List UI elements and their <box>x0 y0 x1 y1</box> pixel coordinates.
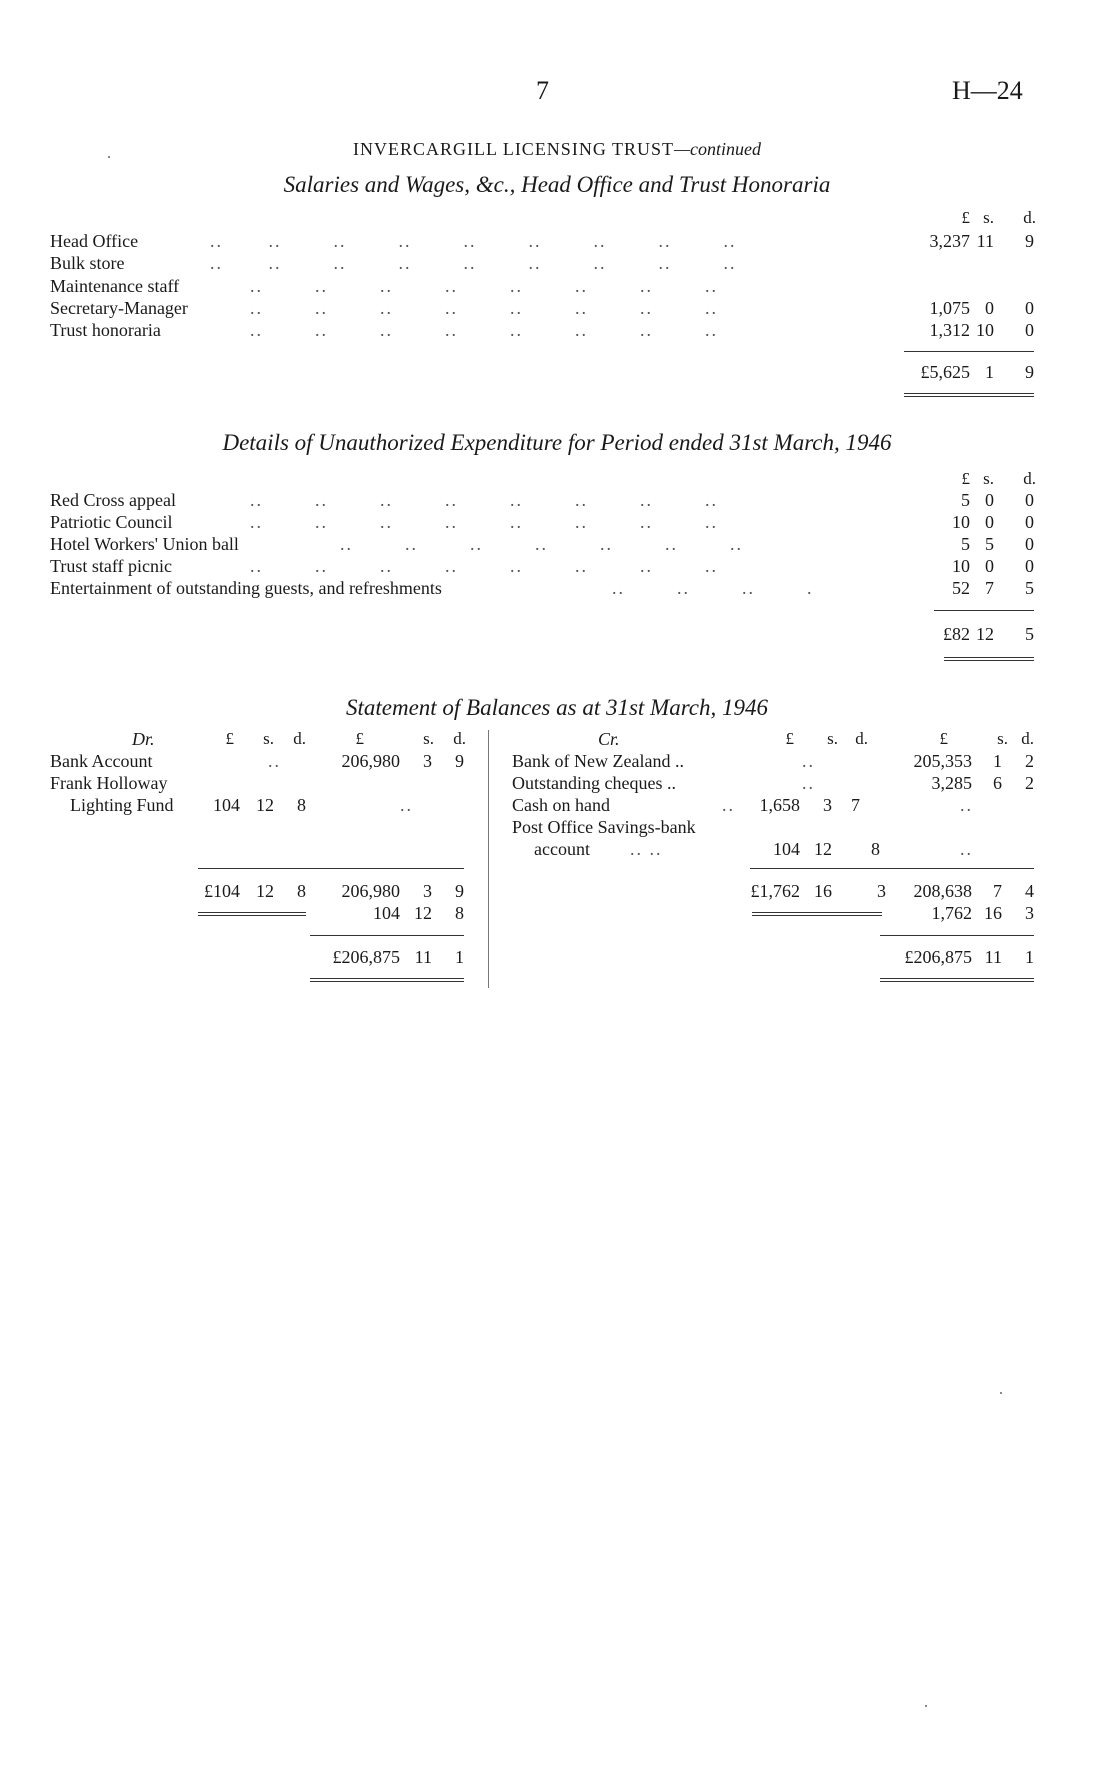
bank-account-pence: 9 <box>455 751 464 771</box>
expense-row-label: Red Cross appeal <box>50 490 176 510</box>
salary-row-label: Bulk store <box>50 253 125 273</box>
header-shillings: s. <box>983 208 994 227</box>
dr-total-shillings: 11 <box>414 947 432 967</box>
page-number: 7 <box>536 76 549 105</box>
holloway-shillings: 12 <box>256 795 274 815</box>
cash-pounds: 1,658 <box>759 795 800 815</box>
amount-shillings: 7 <box>985 578 994 598</box>
cash-label: Cash on hand <box>512 795 610 815</box>
cr-less-pounds: 1,762 <box>931 903 972 923</box>
holloway-pounds: 104 <box>213 795 240 815</box>
total-rule <box>934 610 1034 611</box>
double-rule <box>880 978 1034 979</box>
amount-pounds: 5 <box>961 490 970 510</box>
holloway-fund-label: Lighting Fund <box>70 795 174 815</box>
cr-heading: Cr. <box>598 729 620 749</box>
cr-header-pence-2: d. <box>1021 729 1034 748</box>
bank-account-pounds: 206,980 <box>341 751 400 771</box>
holloway-label: Frank Holloway <box>50 773 168 793</box>
dr-less-pence: 8 <box>455 903 464 923</box>
bnz-shillings: 1 <box>993 751 1002 771</box>
salary-row-label: Maintenance staff <box>50 276 180 296</box>
leader-dots: .. .. .. .. .. .. .. .. <box>250 276 718 296</box>
salaries-subtitle: Salaries and Wages, &c., Head Office and Trust Honoraria <box>283 172 831 197</box>
amount-pounds: 10 <box>952 512 970 532</box>
leader-dots: .. .. .. .. .. .. .. .. <box>250 320 718 340</box>
salary-row-label: Trust honoraria <box>50 320 161 340</box>
cash-shillings: 3 <box>823 795 832 815</box>
double-rule <box>944 660 1034 661</box>
dr-heading: Dr. <box>132 729 155 749</box>
expense-row-label: Patriotic Council <box>50 512 173 532</box>
document-title <box>0 139 1114 160</box>
header-pence: d. <box>1023 208 1036 227</box>
cr-header-pence: d. <box>855 729 868 748</box>
pos-label: Post Office Savings-bank <box>512 817 696 837</box>
dr-header-pounds: £ <box>225 729 234 748</box>
salary-row-label: Secretary-Manager <box>50 298 188 318</box>
double-rule <box>198 912 306 913</box>
unauthorized-subtitle: Details of Unauthorized Expenditure for Period ended 31st March, 1946 <box>222 430 892 455</box>
total-rule <box>880 935 1034 936</box>
leader-dots: .. <box>802 751 815 771</box>
amount-pence: 5 <box>1025 578 1034 598</box>
pos-shillings: 12 <box>814 839 832 859</box>
leader-dots: .. .. .. . <box>612 578 814 598</box>
total-pounds: £82 <box>943 624 970 644</box>
pos-account-label: account <box>534 839 590 859</box>
total-pence: 5 <box>1025 624 1034 644</box>
leader-dots: .. <box>268 751 281 771</box>
header-shillings: s. <box>983 469 994 488</box>
cr-subtotal-pounds-1: £1,762 <box>750 881 800 901</box>
bnz-pounds: 205,353 <box>913 751 972 771</box>
leader-dots: .. <box>960 839 973 859</box>
title-suffix: —continued <box>674 139 761 159</box>
cr-total-pounds: £206,875 <box>904 947 972 967</box>
leader-dots: .. .. .. .. .. .. .. .. .. <box>210 231 737 251</box>
leader-dots: .. <box>960 795 973 815</box>
bank-account-shillings: 3 <box>423 751 432 771</box>
holloway-pence: 8 <box>297 795 306 815</box>
amount-shillings: 11 <box>976 231 994 251</box>
dr-header-pence: d. <box>293 729 306 748</box>
cr-subtotal-pounds-2: 208,638 <box>913 881 972 901</box>
amount-pence: 0 <box>1025 512 1034 532</box>
leader-dots: .. .. .. .. .. .. .. .. <box>250 556 718 576</box>
cr-total-pence: 1 <box>1025 947 1034 967</box>
double-rule <box>944 657 1034 658</box>
double-rule <box>904 393 1034 394</box>
cr-subtotal-pence-2: 4 <box>1025 881 1034 901</box>
leader-dots: .. <box>722 795 735 815</box>
cr-less-shillings: 16 <box>984 903 1002 923</box>
leader-dots: .. .. .. .. .. .. .. .. <box>250 298 718 318</box>
leader-dots: .. .. .. .. .. .. .. .. <box>250 512 718 532</box>
header-pounds: £ <box>961 469 970 488</box>
dr-total-pence: 1 <box>455 947 464 967</box>
cr-header-pounds: £ <box>785 729 794 748</box>
dr-header-pounds-2: £ <box>355 729 364 748</box>
cr-subtotal-shillings-2: 7 <box>993 881 1002 901</box>
double-rule <box>904 396 1034 397</box>
bnz-pence: 2 <box>1025 751 1034 771</box>
amount-shillings: 0 <box>985 556 994 576</box>
dr-subtotal-shillings-2: 3 <box>423 881 432 901</box>
amount-pounds: 52 <box>952 578 970 598</box>
cr-header-pounds-2: £ <box>939 729 948 748</box>
leader-dots: .. .. .. .. .. .. .. .. .. <box>210 253 737 273</box>
header-pence: d. <box>1023 469 1036 488</box>
double-rule <box>310 978 464 979</box>
leader-dots: .. <box>802 773 815 793</box>
bank-account-label: Bank Account <box>50 751 153 771</box>
total-rule <box>310 935 464 936</box>
total-pence: 9 <box>1025 362 1034 382</box>
header-pounds: £ <box>961 208 970 227</box>
expense-row-label: Hotel Workers' Union ball <box>50 534 239 554</box>
cheques-label: Outstanding cheques .. <box>512 773 676 793</box>
double-rule <box>752 915 882 916</box>
bnz-label: Bank of New Zealand .. <box>512 751 684 771</box>
total-shillings: 12 <box>976 624 994 644</box>
expense-row-label: Entertainment of outstanding guests, and refreshments <box>50 578 442 598</box>
title-main: INVERCARGILL LICENSING TRUST <box>353 139 674 159</box>
dr-subtotal-pounds-2: 206,980 <box>341 881 400 901</box>
dr-less-shillings: 12 <box>414 903 432 923</box>
dr-header-pence-2: d. <box>453 729 466 748</box>
dr-subtotal-pounds-1: £104 <box>204 881 240 901</box>
total-rule <box>904 351 1034 352</box>
dr-total-pounds: £206,875 <box>332 947 400 967</box>
double-rule <box>310 981 464 982</box>
cr-subtotal-pence-1: 3 <box>877 881 886 901</box>
pos-pence: 8 <box>871 839 880 859</box>
leader-dots: .. .. .. .. .. .. .. <box>340 534 743 554</box>
amount-pence: 0 <box>1025 490 1034 510</box>
cr-subtotal-shillings-1: 16 <box>814 881 832 901</box>
scan-speck <box>108 156 110 158</box>
cheques-shillings: 6 <box>993 773 1002 793</box>
cr-header-shillings: s. <box>827 729 838 748</box>
dr-header-shillings-2: s. <box>423 729 434 748</box>
leader-dots: .. .. .. .. .. .. .. .. <box>250 490 718 510</box>
cheques-pounds: 3,285 <box>931 773 972 793</box>
column-divider <box>488 730 489 988</box>
dr-header-shillings: s. <box>263 729 274 748</box>
double-rule <box>752 912 882 913</box>
amount-pounds: 3,237 <box>929 231 970 251</box>
dr-subtotal-pence-1: 8 <box>297 881 306 901</box>
amount-pounds: 1,075 <box>929 298 970 318</box>
amount-pence: 0 <box>1025 556 1034 576</box>
cheques-pence: 2 <box>1025 773 1034 793</box>
amount-pence: 9 <box>1025 231 1034 251</box>
leader-dots: .. .. <box>630 839 663 859</box>
leader-dots: .. <box>400 795 413 815</box>
scan-speck <box>1000 1392 1002 1394</box>
amount-shillings: 0 <box>985 512 994 532</box>
amount-shillings: 0 <box>985 490 994 510</box>
cr-header-shillings-2: s. <box>997 729 1008 748</box>
amount-shillings: 5 <box>985 534 994 554</box>
amount-pence: 0 <box>1025 298 1034 318</box>
balances-subtitle: Statement of Balances as at 31st March, 1946 <box>345 695 769 720</box>
double-rule <box>198 915 306 916</box>
cr-less-pence: 3 <box>1025 903 1034 923</box>
amount-pence: 0 <box>1025 534 1034 554</box>
salary-row-label: Head Office <box>50 231 139 251</box>
double-rule <box>880 981 1034 982</box>
dr-subtotal-pence-2: 9 <box>455 881 464 901</box>
amount-shillings: 10 <box>976 320 994 340</box>
cash-pence: 7 <box>851 795 860 815</box>
expense-row-label: Trust staff picnic <box>50 556 173 576</box>
subtotal-rule <box>198 868 464 869</box>
total-shillings: 1 <box>985 362 994 382</box>
amount-pence: 0 <box>1025 320 1034 340</box>
subtotal-rule <box>750 868 1034 869</box>
amount-shillings: 0 <box>985 298 994 318</box>
page-reference: H—24 <box>952 76 1023 105</box>
total-pounds: £5,625 <box>920 362 970 382</box>
amount-pounds: 10 <box>952 556 970 576</box>
scan-speck <box>925 1705 927 1707</box>
dr-less-pounds: 104 <box>373 903 400 923</box>
amount-pounds: 5 <box>961 534 970 554</box>
amount-pounds: 1,312 <box>929 320 970 340</box>
cr-total-shillings: 11 <box>984 947 1002 967</box>
pos-pounds: 104 <box>773 839 800 859</box>
dr-subtotal-shillings-1: 12 <box>256 881 274 901</box>
